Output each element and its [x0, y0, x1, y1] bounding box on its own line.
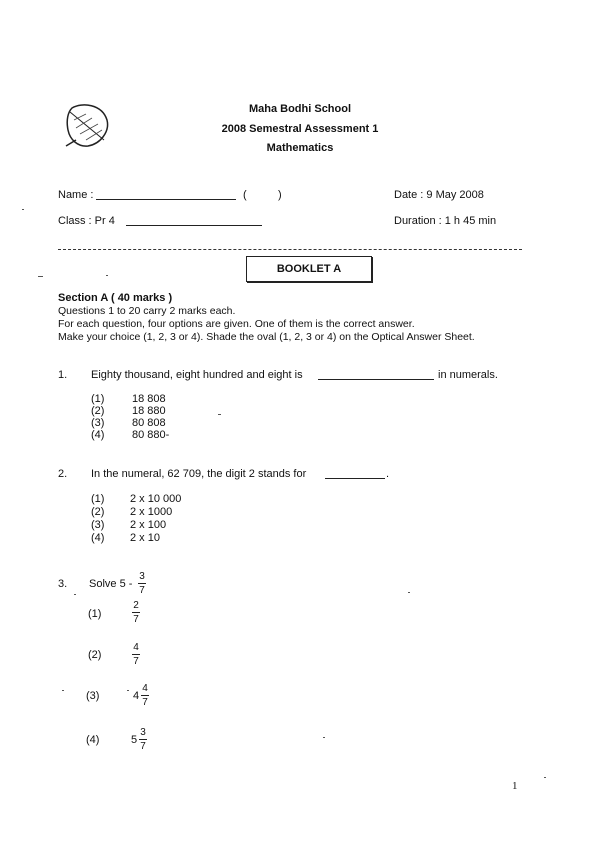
page-number: 1: [512, 780, 518, 792]
q1-number: 1.: [58, 369, 68, 381]
q2-answer-line: [325, 478, 385, 479]
mixed-whole: 4: [133, 690, 140, 702]
q1-option-value: 80 808: [132, 417, 166, 429]
name-label: Name :: [58, 189, 94, 201]
q3-text: Solve 5 -: [89, 578, 133, 590]
q3-option-num: (3): [86, 690, 100, 702]
divider: [58, 249, 522, 250]
fraction-numerator: 2: [133, 600, 139, 611]
q2-option-num: (3): [91, 519, 105, 531]
q1-option-num: (2): [91, 405, 105, 417]
q1-option-num: (4): [91, 429, 105, 441]
section-title: Section A ( 40 marks ): [58, 292, 173, 304]
q3-option-fraction: [132, 642, 140, 667]
date-label: Date : 9 May 2008: [394, 189, 484, 201]
duration-label: Duration : 1 h 45 min: [394, 215, 497, 227]
fraction-numerator: 4: [142, 683, 148, 694]
scan-speck: [408, 592, 410, 593]
scan-speck: [74, 594, 76, 595]
scan-speck: [22, 209, 24, 210]
q2-text-end: .: [386, 468, 390, 480]
q3-fraction: [138, 571, 146, 596]
q3-option-num: (4): [86, 734, 100, 746]
instruction-line: Questions 1 to 20 carry 2 marks each.: [58, 305, 236, 317]
booklet-label: BOOKLET A: [276, 263, 342, 275]
q2-option-num: (2): [91, 506, 105, 518]
scan-speck: [323, 737, 325, 738]
scan-speck: [127, 690, 129, 691]
q3-option-num: (2): [88, 649, 102, 661]
instruction-line: Make your choice (1, 2, 3 or 4). Shade the oval (1, 2, 3 or 4) on the Optical Answer Sheet.: [58, 331, 475, 343]
q1-answer-line: [318, 379, 434, 380]
instruction-line: For each question, four options are given. One of them is the correct answer.: [58, 318, 415, 330]
fraction-numerator: 3: [140, 727, 146, 738]
q2-option-value: 2 x 1000: [130, 506, 173, 518]
q3-number: 3.: [58, 578, 68, 590]
q3-option-fraction: [141, 683, 149, 708]
index-paren-open: (: [243, 189, 247, 201]
q2-option-value: 2 x 100: [130, 519, 167, 531]
q2-option-num: (1): [91, 493, 105, 505]
q1-option-num: (3): [91, 417, 105, 429]
fraction-numerator: 3: [139, 571, 145, 582]
index-paren-close: ): [278, 189, 282, 201]
q2-option-value: 2 x 10 000: [130, 493, 182, 505]
q2-number: 2.: [58, 468, 68, 480]
q1-text-end: in numerals.: [438, 369, 498, 381]
fraction-numerator: 4: [133, 642, 139, 653]
fraction-denominator: 7: [133, 656, 139, 667]
subject-title: Mathematics: [266, 142, 334, 154]
fraction-denominator: 7: [142, 697, 148, 708]
q1-option-value: 18 808: [132, 393, 166, 405]
q3-option-fraction: [139, 727, 147, 752]
q3-option-num: (1): [88, 608, 102, 620]
scan-speck: [38, 276, 43, 277]
scan-speck: [106, 275, 108, 276]
q3-option-fraction: [132, 600, 140, 625]
fraction-denominator: 7: [133, 614, 139, 625]
class-label: Class : Pr 4: [58, 215, 115, 227]
q2-text: In the numeral, 62 709, the digit 2 stands for: [91, 468, 307, 480]
class-line: [126, 225, 262, 226]
q1-text: Eighty thousand, eight hundred and eight is: [91, 369, 303, 381]
q1-option-value: 18 880: [132, 405, 166, 417]
fraction-denominator: 7: [140, 741, 146, 752]
scan-speck: [218, 414, 221, 415]
school-name: Maha Bodhi School: [248, 103, 352, 115]
name-line: [96, 199, 236, 200]
scan-speck: [62, 690, 64, 691]
assessment-title: 2008 Semestral Assessment 1: [221, 123, 379, 135]
q1-option-num: (1): [91, 393, 105, 405]
mixed-whole: 5: [131, 734, 138, 746]
scan-speck: [544, 777, 546, 778]
q2-option-value: 2 x 10: [130, 532, 160, 544]
q2-option-num: (4): [91, 532, 105, 544]
booklet-box: [246, 256, 372, 282]
fraction-denominator: 7: [139, 585, 145, 596]
q1-option-value: 80 880-: [132, 429, 170, 441]
